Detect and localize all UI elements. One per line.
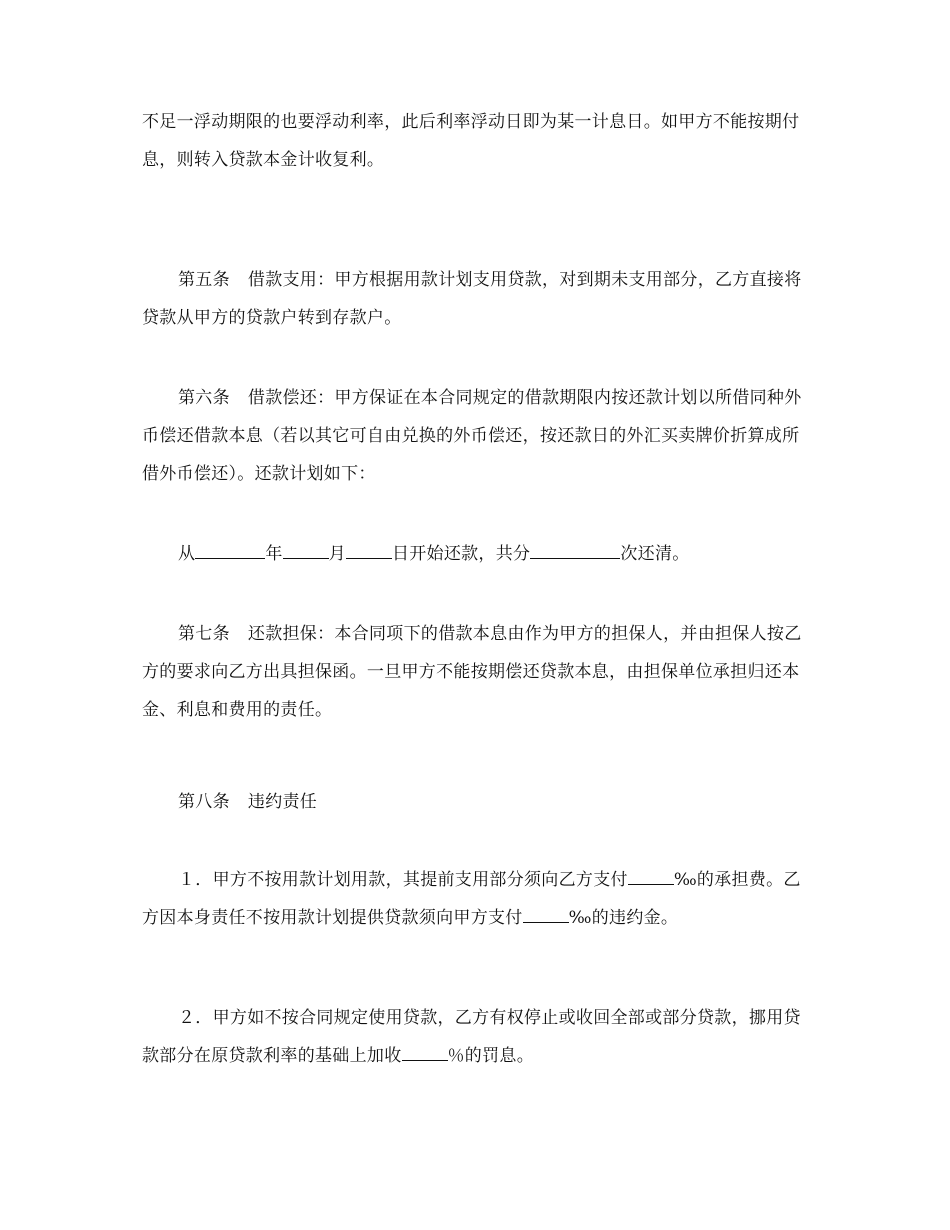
repay-from: 从 xyxy=(178,544,196,564)
article-8-item-1 xyxy=(142,861,814,937)
blank-penalty-interest-rate[interactable] xyxy=(402,1042,448,1061)
article-5 xyxy=(142,261,814,337)
repay-month-label: 月 xyxy=(328,544,346,564)
article-5-title: 第五条 xyxy=(178,270,230,290)
article-8-item-2 xyxy=(142,999,814,1075)
repay-year-label: 年 xyxy=(265,544,283,564)
item-1-number: １． xyxy=(178,870,213,890)
repayment-schedule-line xyxy=(142,535,814,573)
item-1-text-c: ‰的违约金。 xyxy=(568,908,679,928)
article-5-body: 借款支用：甲方根据用款计划支用贷款，对到期未支用部分，乙方直接将贷款从甲方的贷款户转到存款户。 xyxy=(142,270,802,328)
article-8 xyxy=(142,783,814,821)
article-6-title: 第六条 xyxy=(178,388,230,408)
article-8-body: 违约责任 xyxy=(247,792,318,812)
item-2-number: ２． xyxy=(178,1008,213,1028)
article-6-body: 借款偿还：甲方保证在本合同规定的借款期限内按还款计划以所借同种外币偿还借款本息（若以其它可自由兑换的外币偿还，按还款日的外汇买卖牌价折算成所借外币偿还）。还款计划如下： xyxy=(142,388,802,484)
article-6 xyxy=(142,379,814,493)
article-7-title: 第七条 xyxy=(178,624,230,644)
article-7-body: 还款担保：本合同项下的借款本息由作为甲方的担保人，并由担保人按乙方的要求向乙方出具担保函。一旦甲方不能按期偿还贷款本息，由担保单位承担归还本金、利息和费用的责任。 xyxy=(142,624,802,720)
item-2-text-a: 甲方如不按合同规定使用贷款，乙方有权停止或收回全部或部分贷款，挪用贷款部分在原贷款利率的基础上加收 xyxy=(142,1008,801,1066)
item-1-text-b: ‰的承担费。乙方因本身责任不按用款计划提供贷款须向甲方支付 xyxy=(142,870,801,928)
paragraph-continuation: 不足一浮动期限的也要浮动利率，此后利率浮动日即为某一计息日。如甲方不能按期付息，则转入贷款本金计收复利。 xyxy=(142,112,800,170)
blank-installments[interactable] xyxy=(530,540,620,559)
article-8-title: 第八条 xyxy=(178,792,230,812)
article-7 xyxy=(142,615,814,729)
blank-commitment-fee-rate[interactable] xyxy=(628,866,674,885)
blank-day[interactable] xyxy=(346,540,392,559)
item-2-text-b: ％的罚息。 xyxy=(447,1046,534,1066)
blank-year[interactable] xyxy=(195,540,265,559)
repay-day-label: 日开始还款，共分 xyxy=(391,544,531,564)
item-1-text-a: 甲方不按用款计划用款，其提前支用部分须向乙方支付 xyxy=(212,870,628,890)
blank-penalty-rate[interactable] xyxy=(523,904,569,923)
blank-month[interactable] xyxy=(283,540,329,559)
repay-times-label: 次还清。 xyxy=(620,544,690,564)
